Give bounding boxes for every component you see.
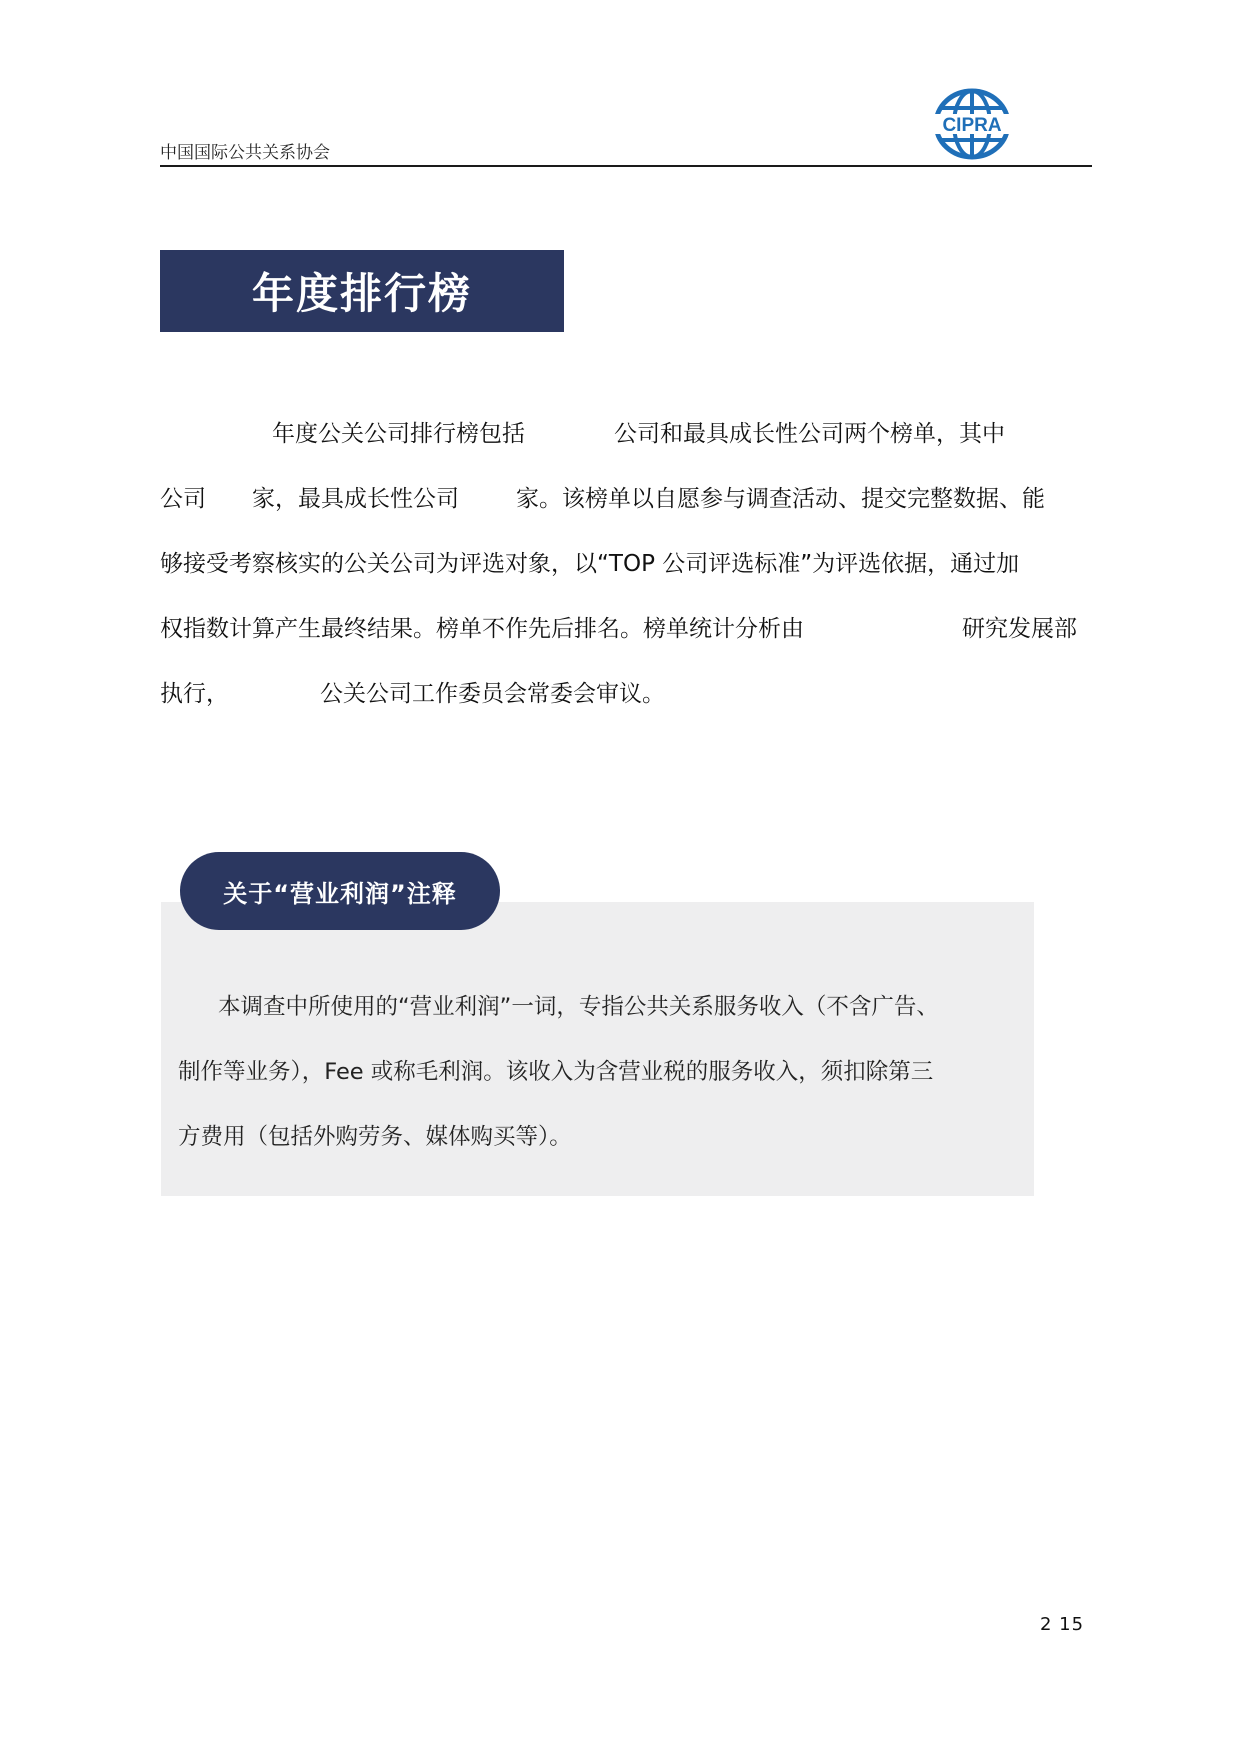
note-line: 本调查中所使用的“营业利润”一词，专指公共关系服务收入（不含广告、	[218, 994, 939, 1020]
intro-line-4	[160, 597, 1092, 662]
note-line: 方费用（包括外购劳务、媒体购买等）。	[178, 1124, 572, 1150]
logo-text: CIPRA	[942, 115, 1002, 136]
intro-text: 研究发展部	[962, 616, 1077, 642]
intro-line-3	[160, 532, 1092, 597]
intro-text: 够接受考察核实的公关公司为评选对象，以“TOP 公司评选标准”为评选依据，通过加	[160, 551, 1020, 577]
intro-text: 公司	[160, 486, 206, 512]
intro-text: 权指数计算产生最终结果。榜单不作先后排名。榜单统计分析由	[160, 616, 804, 642]
intro-text: 执行，	[160, 681, 229, 707]
header-org-name: 中国国际公共关系协会	[160, 143, 330, 163]
note-line: 制作等业务），Fee 或称毛利润。该收入为含营业税的服务收入，须扣除第三	[178, 1059, 934, 1085]
intro-line-5	[160, 662, 1092, 727]
intro-text: 年度公关公司排行榜包括	[272, 421, 525, 447]
header-divider	[160, 165, 1092, 167]
intro-text: 公关公司工作委员会常委会审议。	[320, 681, 665, 707]
cipra-logo	[930, 88, 1014, 160]
page-title: 年度排行榜	[160, 250, 564, 332]
note-body	[178, 975, 1018, 1170]
intro-text: 家，最具成长性公司	[252, 486, 459, 512]
intro-line-1	[160, 402, 1092, 467]
intro-text: 家。该榜单以自愿参与调查活动、提交完整数据、能	[516, 486, 1045, 512]
page-number: 2 15	[1040, 1614, 1085, 1635]
intro-line-2	[160, 467, 1092, 532]
intro-paragraph	[160, 402, 1092, 727]
intro-text: 公司和最具成长性公司两个榜单，其中	[614, 421, 1005, 447]
note-heading: 关于“营业利润”注释	[180, 852, 500, 930]
